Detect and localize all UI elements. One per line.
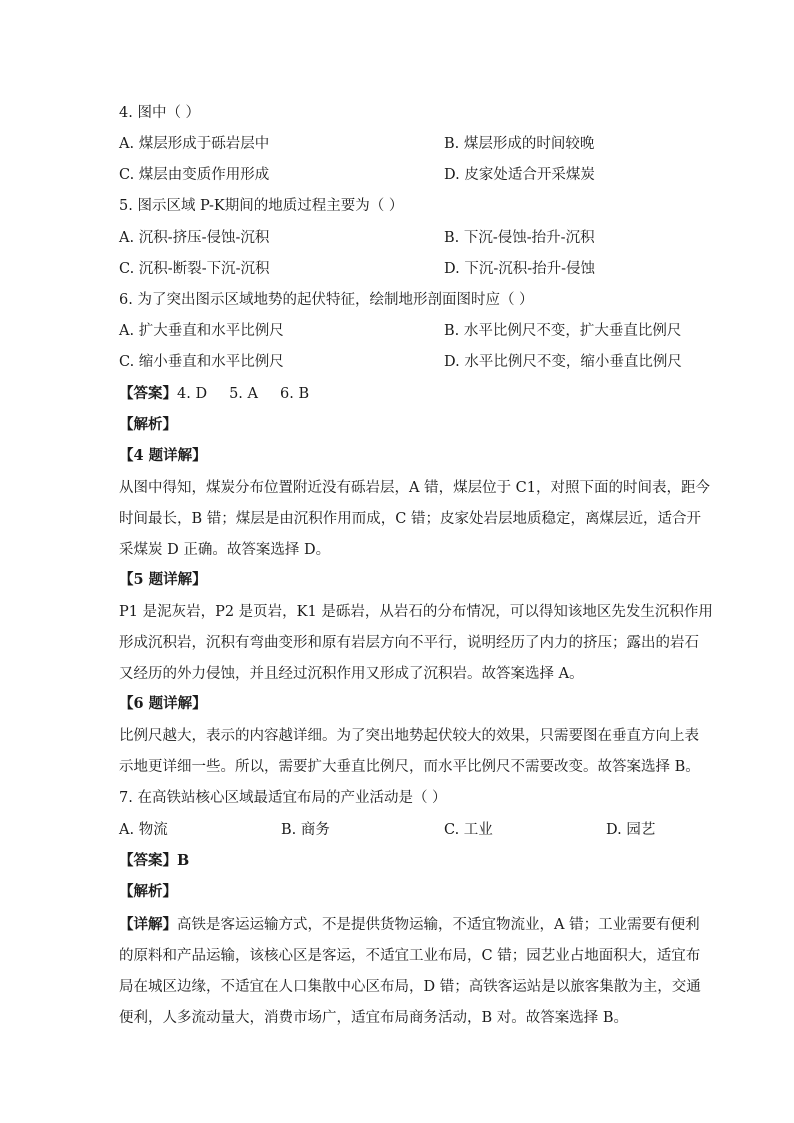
- detail-7-label: 【详解】: [119, 916, 177, 933]
- question-7-option-b: B. 商务: [281, 822, 330, 838]
- question-4-option-c: C. 煤层由变质作用形成: [119, 167, 270, 183]
- detail-6-label: 【6 题详解】: [119, 695, 207, 712]
- question-7-option-c: C. 工业: [444, 822, 493, 838]
- detail-5-text: [119, 597, 713, 690]
- detail-7-line: 的原料和产品运输，该核心区是客运，不适宜工业布局，C 错；园艺业占地面积大，适宜布: [119, 948, 701, 964]
- question-7-option-d: D. 园艺: [606, 822, 656, 838]
- detail-6-line: 示地更详细一些。所以，需要扩大垂直比例尺，而水平比例尺不需要改变。故答案选择 B。: [119, 759, 700, 775]
- detail-7-first-line: [119, 909, 700, 941]
- detail-6-text: [119, 721, 700, 783]
- answer-label: 【答案】: [119, 385, 177, 402]
- detail-4-text: [119, 473, 711, 566]
- question-7-stem: 7. 在高铁站核心区域最适宜布局的产业活动是（ ）: [119, 790, 447, 806]
- question-5-stem: 5. 图示区域 P-K期间的地质过程主要为（ ）: [119, 198, 404, 214]
- answer-6: 6. B: [280, 386, 310, 402]
- detail-5-line: P1 是泥灰岩，P2 是页岩，K1 是砾岩，从岩石的分布情况，可以得知该地区先发生沉积作用: [119, 604, 713, 620]
- answer-5: 5. A: [229, 386, 258, 402]
- detail-4-label: 【4 题详解】: [119, 447, 207, 464]
- question-4-stem: 4. 图中（ ）: [119, 105, 201, 121]
- answer-7: 【答案】B: [119, 852, 190, 869]
- question-5-option-d: D. 下沉-沉积-抬升-侵蚀: [444, 261, 596, 277]
- detail-4-line: 采煤炭 D 正确。故答案选择 D。: [119, 542, 331, 558]
- question-4-option-b: B. 煤层形成的时间较晚: [444, 136, 595, 152]
- question-5-option-b: B. 下沉-侵蚀-抬升-沉积: [444, 230, 595, 246]
- question-6-option-a: A. 扩大垂直和水平比例尺: [119, 323, 284, 339]
- question-5-option-c: C. 沉积-断裂-下沉-沉积: [119, 261, 270, 277]
- question-6-option-b: B. 水平比例尺不变，扩大垂直比例尺: [444, 323, 682, 339]
- question-4-option-d: D. 皮家处适合开采煤炭: [444, 167, 595, 183]
- question-7-option-a: A. 物流: [119, 822, 168, 838]
- detail-5-line: 形成沉积岩，沉积有弯曲变形和原有岩层方向不平行，说明经历了内力的挤压；露出的岩石: [119, 635, 699, 651]
- detail-5-label: 【5 题详解】: [119, 571, 207, 588]
- detail-5-line: 又经历的外力侵蚀，并且经过沉积作用又形成了沉积岩。故答案选择 A。: [119, 666, 584, 682]
- question-6-option-d: D. 水平比例尺不变，缩小垂直比例尺: [444, 354, 682, 370]
- analysis-label-2: 【解析】: [119, 883, 177, 900]
- question-6-stem: 6. 为了突出图示区域地势的起伏特征，绘制地形剖面图时应（ ）: [119, 292, 534, 308]
- question-5-option-a: A. 沉积-挤压-侵蚀-沉积: [119, 230, 270, 246]
- detail-7-line: 便利，人多流动量大，消费市场广，适宜布局商务活动，B 对。故答案选择 B。: [119, 1010, 629, 1026]
- answer-4: 4. D: [177, 386, 208, 402]
- detail-4-line: 时间最长，B 错；煤层是由沉积作用而成，C 错；皮家处岩层地质稳定，离煤层近，适合开: [119, 511, 701, 527]
- detail-4-line: 从图中得知，煤炭分布位置附近没有砾岩层，A 错，煤层位于 C1，对照下面的时间表，距今: [119, 480, 711, 496]
- answer-line-4-6: [119, 384, 331, 404]
- detail-7-first: 高铁是客运运输方式，不是提供货物运输，不适宜物流业，A 错；工业需要有便利: [177, 917, 700, 933]
- question-6-option-c: C. 缩小垂直和水平比例尺: [119, 354, 284, 370]
- analysis-label: 【解析】: [119, 416, 177, 433]
- detail-6-line: 比例尺越大，表示的内容越详细。为了突出地势起伏较大的效果，只需要图在垂直方向上表: [119, 728, 699, 744]
- question-4-option-a: A. 煤层形成于砾岩层中: [119, 136, 270, 152]
- detail-7-line: 局在城区边缘，不适宜在人口集散中心区布局，D 错；高铁客运站是以旅客集散为主，交通: [119, 979, 701, 995]
- detail-7-text: [119, 909, 701, 1034]
